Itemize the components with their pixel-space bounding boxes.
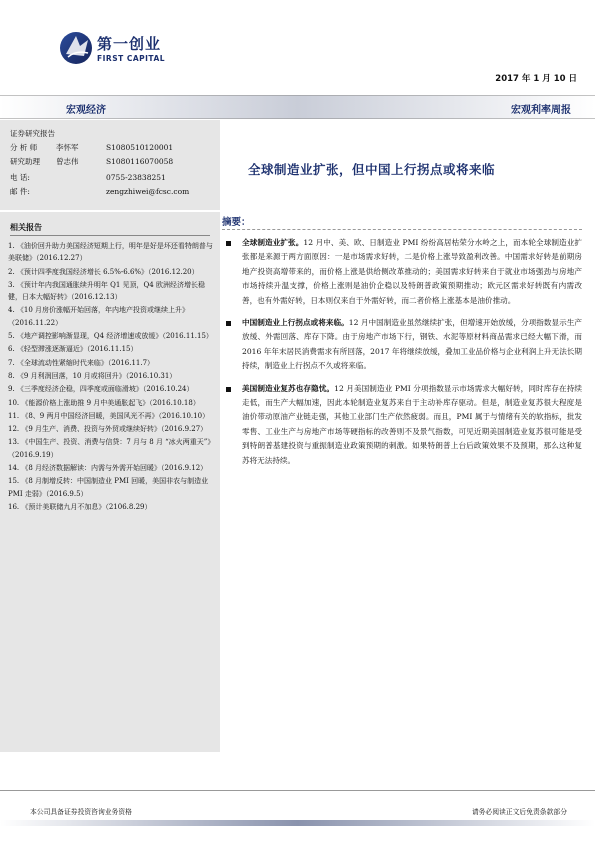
list-item[interactable]: 10. 《能源价格上涨助推 9 月中美通胀起飞》（2016.10.18） — [8, 398, 200, 407]
bullet-heading: 全球制造业扩张。 — [242, 238, 304, 247]
bullet-text: 12 月美国制造业 PMI 分项指数显示市场需求大幅好转，同时库存在持续走低，而生产大幅加速，因此本轮制造业复苏来自于主动补库存驱动。但是，制造业复苏很大程度是油价带动原油产业链走强，其他工业部门生产依然疲弱。而且，PMI 属于与情绪有关的软指标，批发零售、工业生产与房地产市场等硬指标的改善则不及景气指数，可见近期美国制造业复苏很可能是受到特朗普基建投资与重振制造业政策预期的刺激。如果特朗普上台后政策效果不及预期，那么这种复苏将无法持续。 — [242, 383, 583, 465]
list-item[interactable]: 8. 《9 月利润回落，10 月或将回升》（2016.10.31） — [8, 371, 177, 380]
list-item[interactable]: 14. 《8 月经济数据解读：内需与外需开始回暖》（2016.9.12） — [8, 464, 208, 473]
company-name-en: FIRST CAPITAL — [97, 54, 166, 63]
summary-bullet — [226, 316, 582, 374]
assistant-license: S1080116070058 — [106, 157, 174, 166]
list-item[interactable]: 11. 《8、9 两月中国经济回暖，美国风光不再》（2016.10.10） — [8, 411, 210, 420]
report-title: 全球制造业扩张，但中国上行拐点或将来临 — [248, 162, 496, 177]
section-report-type: 宏观利率周报 — [511, 105, 571, 116]
footer-divider — [0, 790, 595, 791]
bullet-text: 12 月中、美、欧、日制造业 PMI 纷纷高居枯荣分水岭之上，而本轮全球制造业扩张都是来源于两方面原因：一是市场需求好转，二是价格上涨导致盈利改善。中国需求好转是前期房地产投资高增带来的，而价格上涨是供给侧改革推动的；美国需求好转来自于就业市场强劲与房地产市场持续升温支撑，价格上涨则是油价企稳以及特朗普政策预期推动；欧元区需求好转既有内需改善，也有外需好转，日本则仅来自于外需好转，而二者价格上涨基本是油价推动。 — [242, 238, 583, 305]
footer-disclaimer: 请务必阅读正文后免责条款部分 — [471, 808, 567, 816]
list-item[interactable]: 6. 《轻型滞涨逐渐逼近》（2016.11.15） — [8, 345, 138, 354]
list-item[interactable]: 9. 《三季度经济企稳，四季度或面临滑坡》（2016.10.24） — [8, 385, 194, 394]
related-reports-list — [8, 240, 213, 514]
footer-qualification: 本公司具备证券投资咨询业务资格 — [30, 808, 132, 816]
email-value[interactable]: zengzhiwei@fcsc.com — [106, 187, 190, 196]
email-label: 邮 件: — [10, 187, 30, 196]
bullet-heading: 中国制造业上行拐点或将来临。 — [242, 318, 349, 328]
list-item[interactable]: 7. 《全球流动性紧缩时代来临》（2016.11.7） — [8, 358, 155, 367]
summary-bullet — [226, 382, 582, 468]
phone-row — [10, 172, 166, 183]
report-date: 2017 年 1 月 10 日 — [495, 74, 577, 84]
bullet-square-icon — [226, 321, 231, 326]
analyst-label: 分 析 师 — [10, 143, 38, 152]
assistant-row — [10, 156, 173, 167]
assistant-label: 研究助理 — [10, 157, 40, 166]
list-item[interactable]: 2. 《预计四季度我国经济增长 6.5%-6.6%》（2016.12.20） — [8, 267, 199, 276]
list-item[interactable]: 5. 《地产调控影响渐显现，Q4 经济增速或放缓》（2016.11.15） — [8, 332, 213, 341]
phone-value: 0755-23838251 — [106, 173, 166, 182]
list-item[interactable]: 1. 《油价回升助力美国经济短期上行，明年是好是坏还看特朗普与美联储》（2016.12.27） — [8, 242, 213, 263]
list-item[interactable]: 13. 《中国生产、投资、消费与信贷：7 月与 8 月 “冰火两重天”》（2016.9.19） — [8, 438, 211, 459]
summary-divider — [222, 229, 582, 231]
section-category: 宏观经济 — [66, 105, 106, 116]
analyst-name: 李怀军 — [56, 143, 79, 152]
footer-bar — [0, 820, 595, 826]
analyst-row — [10, 142, 173, 153]
list-item[interactable]: 3. 《预计年内我国通胀续升明年 Q1 见顶，Q4 欧洲经济增长稳健，日本大幅好转》（2016.12.13） — [8, 280, 205, 302]
list-item[interactable]: 15. 《8 月制增反转：中国制造业 PMI 回暖，美国非农与制造业 PMI 走弱》（2016.9.5） — [8, 477, 209, 498]
bullet-text: 12 月中国制造业虽然继续扩张，但增速开始放缓，分项指数显示生产放缓、外需回落、库存下降。由于房地产市场下行，钢铁、水泥等原材料商品需求已经大幅下滑，而 2016 年年末居民消费需求有所回落，2017 年将继续放缓，叠加工业品价格与企业利润上升无法长期持续，制造业上行拐点不久或将来临。 — [242, 318, 582, 371]
list-item[interactable]: 16. 《预计美联储九月不加息》（2106.8.29） — [8, 502, 152, 511]
related-reports-heading: 相关报告 — [10, 223, 42, 232]
report-category-label: 证券研究报告 — [10, 129, 55, 138]
list-item[interactable]: 4. 《10 月房价涨幅开始回落，年内地产投资或继续上升》（2016.11.22） — [8, 306, 190, 327]
assistant-name: 曾志伟 — [56, 157, 79, 166]
email-row — [10, 186, 189, 197]
list-item[interactable]: 12. 《9 月生产、消费、投资与外贸或继续好转》（2016.9.27） — [8, 425, 208, 434]
summary-bullets — [226, 236, 582, 476]
company-name-cn: 第一创业 — [97, 35, 162, 53]
analyst-license: S1080510120001 — [106, 143, 174, 152]
bullet-square-icon — [226, 387, 231, 392]
related-reports-divider — [10, 235, 210, 236]
bullet-square-icon — [226, 241, 231, 246]
summary-bullet — [226, 236, 582, 308]
phone-label: 电 话: — [10, 173, 30, 182]
summary-heading: 摘要： — [222, 217, 251, 228]
bullet-heading: 美国制造业复苏也存隐忧。 — [242, 383, 335, 393]
